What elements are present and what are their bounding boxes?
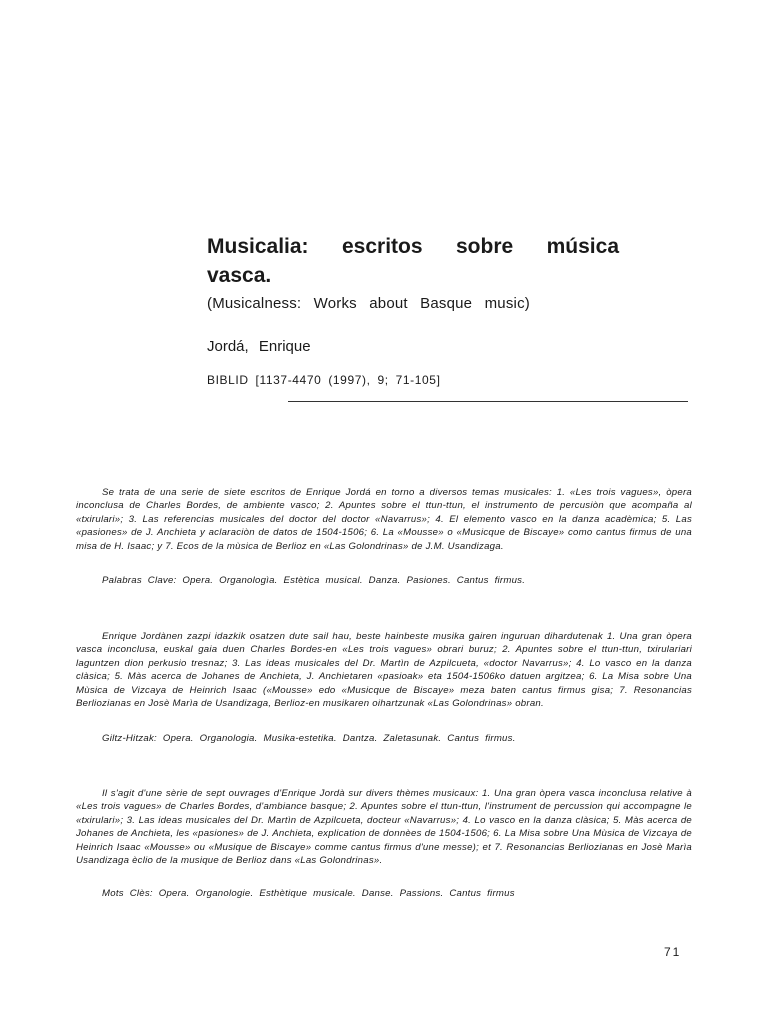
page-number: 71 <box>664 945 682 959</box>
header-divider <box>288 401 688 402</box>
abstract-french: Il s'agit d'une sèrie de sept ouvrages d'Enrique Jordà sur divers thèmes musicaux: 1. Una gran òpera vasca inconclusa relative à «Les trois vagues» de Charles Bordes, d'ambiance basque; 2. Apuntes sobre el ttun-ttun, l'instrument de percussion qui accompagne le «txirulari»; 3. Las ideas musicales del Dr. Martìn de Azpilcueta, docteur «Navarrus»; 4. Lo vasco en la danza clàsica; 5. Màs acerca de Johanes de Anchieta, les «pasiones» de J. Anchieta, explication de donnèes de 1504-1506; 6. La Misa sobre Una Mùsica de Vizcaya de Heinrich Isaac «Mousse» ou «Musique de Biscaye» comme cantus firmus d'une messe); et 7. Resonancias Berliozianas en Josè Marìa Usandizaga èclio de la musique de Berlioz dans «Las Golondrinas». <box>76 788 692 867</box>
abstract-basque: Enrique Jordànen zazpi idazkik osatzen dute sail hau, beste hainbeste musika gairen inguruan dihardutenak 1. Una gran òpera vasca inconclusa, euskal gaia duen Charles Bordes-en «Les trois vagues» obrari buruz; 2. Apuntes sobre el ttun-ttun, txirulariari laguntzen dion perkusio tresnaz; 3. Las ideas musicales del Dr. Martìn de Azpilcueta, «doctor Navarrus»; 4. Lo vasco en la danza clàsica; 5. Màs acerca de Johanes de Anchieta, J. Anchietaren «pasioak» eta 1504-1506ko datuen argitzea; 6. La Misa sobre Una Mùsica de Vizcaya de Heinrich Isaac («Mousse» edo «Musicque de Biscaye» meza baten cantus firmus gisa; 7. Resonancias Berliozianas en Josè Marìa de Usandizaga, Berlioz-en musikaren oihartzunak «Las Golondrinas» obran. <box>76 631 692 710</box>
article-subtitle: (Musicalness: Works about Basque music) <box>207 295 530 312</box>
keywords-spanish: Palabras Clave: Opera. Organologìa. Estètica musical. Danza. Pasiones. Cantus firmus. <box>102 575 526 586</box>
article-author: Jordá, Enrique <box>207 338 311 355</box>
article-title: Musicalia: escritos sobre música vasca. <box>207 235 619 287</box>
keywords-french: Mots Clès: Opera. Organologie. Esthètique musicale. Danse. Passions. Cantus firmus <box>102 888 515 899</box>
biblid-reference: BIBLID [1137-4470 (1997), 9; 71-105] <box>207 373 441 387</box>
abstract-spanish: Se trata de una serie de siete escritos de Enrique Jordá en torno a diversos temas musicales: 1. «Les trois vagues», òpera inconclusa de Charles Bordes, de ambiente vasco; 2. Apuntes sobre el ttun-ttun, el instrumento de percusiòn que acompaña al «txirulari»; 3. Las referencias musicales del doctor del doctor «Navarrus»; 4. El elemento vasco en la danza acadèmica; 5. Las «pasiones» de J. Anchieta y aclaraciòn de datos de 1504-1506; 6. La «Mousse» o «Musicque de Biscaye» como cantus firmus de una misa de H. Isaac; y 7. Ecos de la mùsica de Berlioz en «Las Golondrinas» de J.M. Usandizaga. <box>76 487 692 552</box>
keywords-basque: Giltz-Hitzak: Opera. Organologia. Musika-estetika. Dantza. Zaletasunak. Cantus firmus. <box>102 733 516 744</box>
